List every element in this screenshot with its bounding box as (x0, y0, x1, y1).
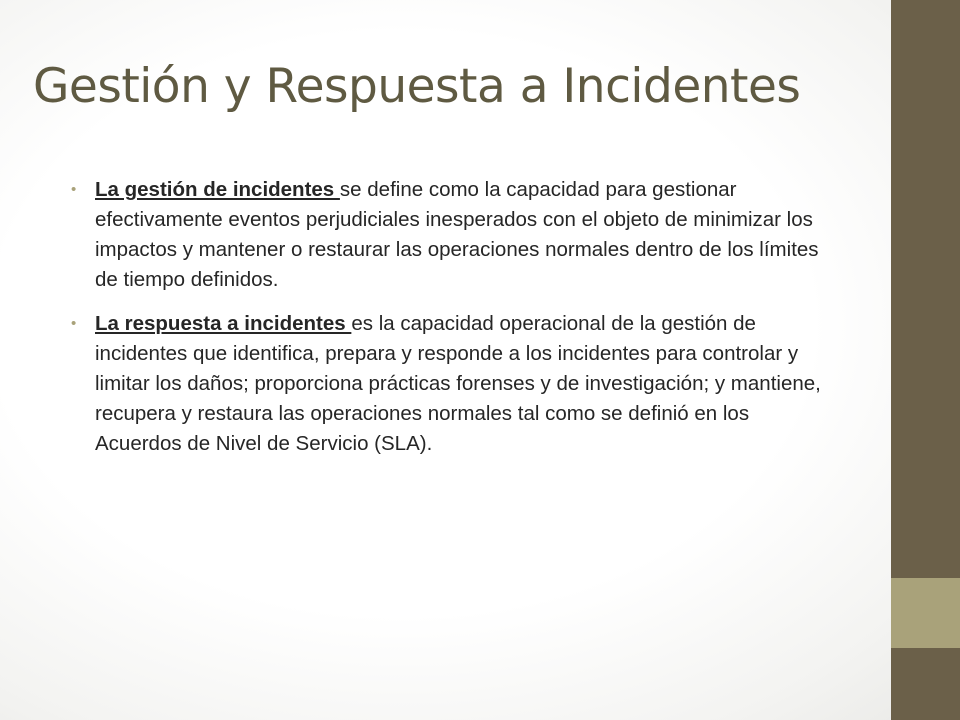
side-bar-middle (891, 578, 960, 648)
term-gestion: La gestión de incidentes (95, 178, 340, 201)
bullet-item-gestion (70, 175, 830, 295)
bullet-dot-icon: • (71, 181, 77, 198)
definition-gestion: se define como la capacidad para gestionar efectivamente eventos perjudiciales inesperados con el objeto de minimizar los impactos y mantener o restaurar las operaciones normales dentro de los límites de tiempo definidos. (95, 178, 819, 291)
bullet-dot-icon: • (71, 315, 77, 332)
term-respuesta: La respuesta a incidentes (95, 312, 352, 335)
slide-title: Gestión y Respuesta a Incidentes (33, 59, 801, 114)
side-bar-bottom (891, 648, 960, 720)
bullet-item-respuesta (70, 309, 830, 459)
definition-respuesta: es la capacidad operacional de la gestión de incidentes que identifica, prepara y responde a los incidentes para controlar y limitar los daños; proporciona prácticas forenses y de investigación; y mantiene, recupera y restaura las operaciones normales tal como se definió en los Acuerdos de Nivel de Servicio (SLA). (95, 312, 821, 455)
bullet-list (70, 175, 830, 473)
side-bar-top (891, 0, 960, 578)
